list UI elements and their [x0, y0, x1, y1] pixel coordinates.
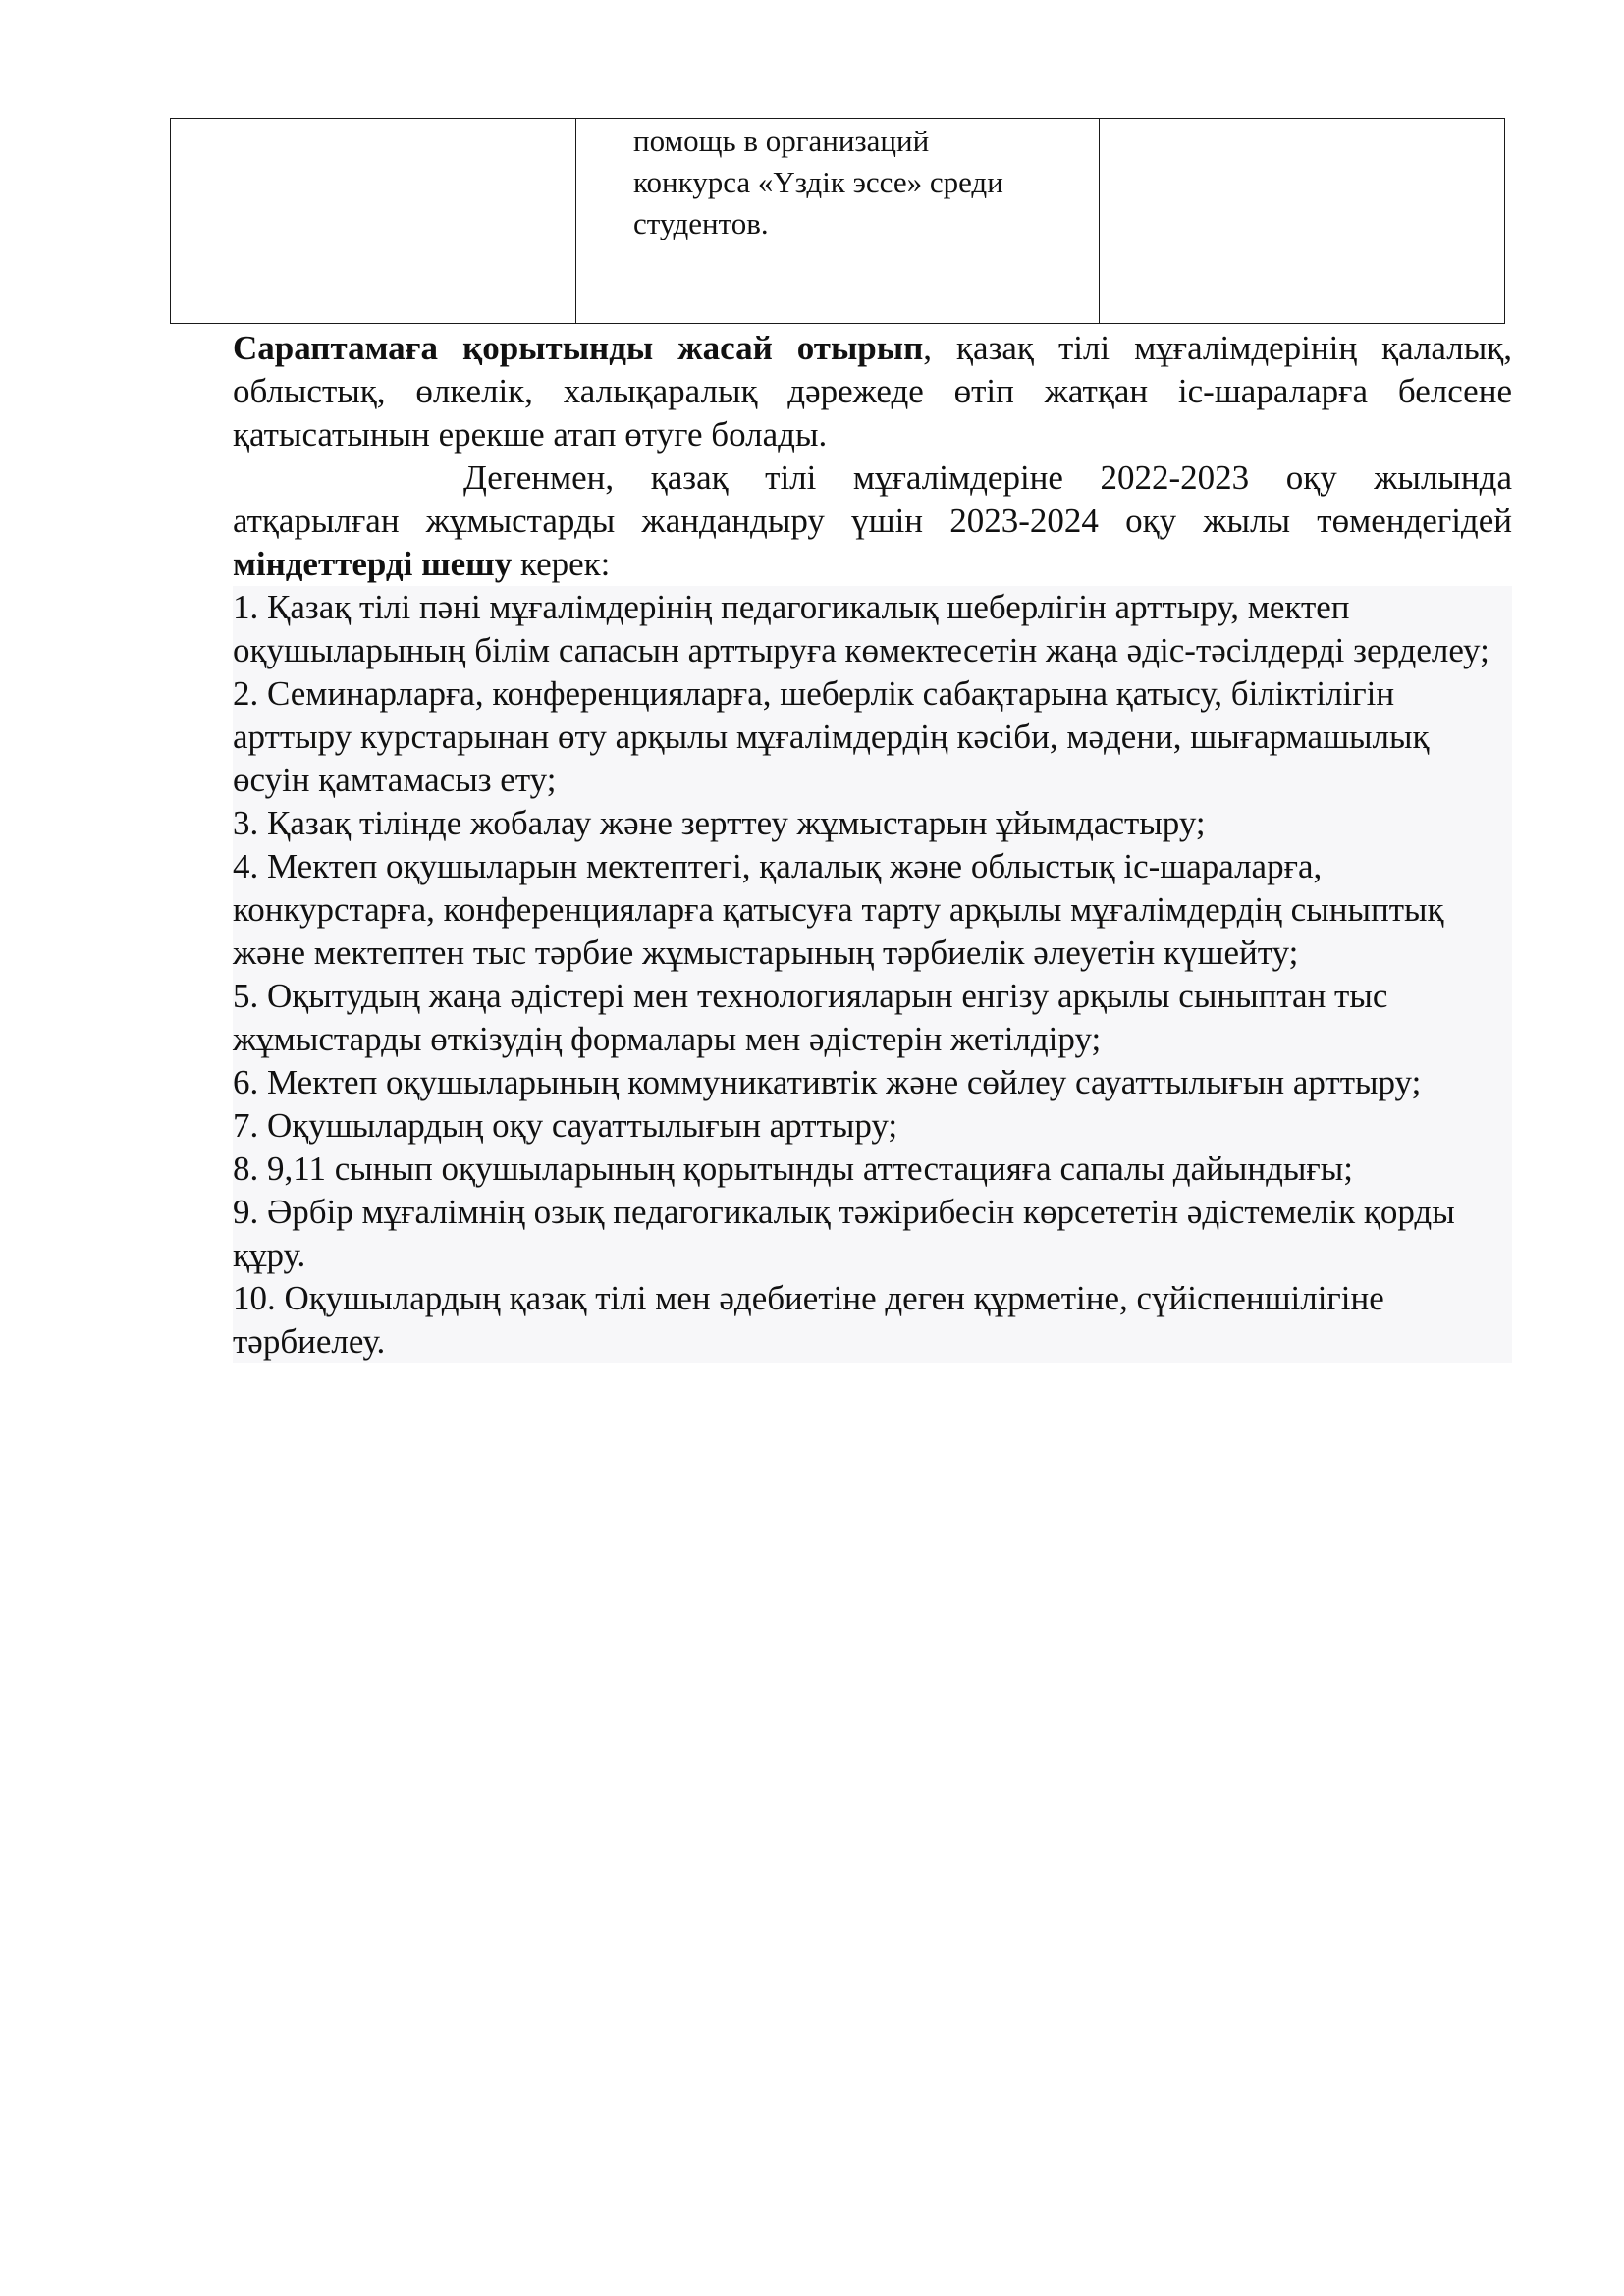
tasks-intro-text: Дегенмен, қазақ тілі мұғалімдеріне 2022-2023 оқу жылында атқарылған жұмыстарды жандандыру үшін 2023-2024 оқу жылы төмендегідей — [233, 458, 1512, 540]
list-item: 3. Қазақ тілінде жобалау және зерттеу жұмыстарын ұйымдастыру; — [233, 804, 1206, 842]
activity-table — [170, 118, 1505, 324]
list-item: 4. Мектеп оқушыларын мектептегі, қалалық және облыстық іс-шараларға, конкурстарға, конференцияларға қатысуға тарту арқылы мұғалімдердің сыныптық және мектептен тыс тәрбие жұмыстарының тәрбиелік әлеуетін күшейту; — [233, 847, 1444, 972]
list-item: 1. Қазақ тілі пәні мұғалімдерінің педагогикалық шеберлігін арттыру, мектеп оқушыларының білім сапасын арттыруға көмектесетін жаңа әдіс-тәсілдерді зерделеу; — [233, 588, 1489, 669]
table-cell-text — [171, 119, 575, 121]
conclusion-paragraph — [233, 327, 1512, 456]
tasks-intro-paragraph — [233, 456, 1512, 586]
task-list — [233, 586, 1512, 1363]
list-item: 7. Оқушылардың оқу сауаттылығын арттыру; — [233, 1106, 898, 1145]
list-item: 8. 9,11 сынып оқушыларының қорытынды аттестацияға сапалы дайындығы; — [233, 1149, 1354, 1188]
conclusion-lead: Сараптамаға қорытынды жасай отырып — [233, 329, 924, 367]
document-body — [233, 327, 1512, 1363]
list-item: 6. Мектеп оқушыларының коммуникативтік және сөйлеу сауаттылығын арттыру; — [233, 1063, 1422, 1101]
table-cell — [1100, 119, 1505, 324]
tasks-intro-ending: керек: — [512, 545, 611, 583]
list-item: 10. Оқушылардың қазақ тілі мен әдебиетіне деген құрметіне, сүйіспеншілігіне тәрбиелеу. — [233, 1279, 1384, 1361]
table-cell — [171, 119, 576, 324]
table-cell-text: помощь в организаций конкурса «Үздік эссе» среди студентов. — [633, 124, 1003, 240]
table-cell — [576, 119, 1100, 324]
list-item: 9. Әрбір мұғалімнің озық педагогикалық тәжірибесін көрсететін әдістемелік қорды құру. — [233, 1193, 1455, 1274]
list-item: 2. Семинарларға, конференцияларға, шеберлік сабақтарына қатысу, біліктілігін арттыру курстарынан өту арқылы мұғалімдердің кәсіби, мәдени, шығармашылық өсуін қамтамасыз ету; — [233, 674, 1430, 799]
table-cell-text — [1100, 119, 1504, 121]
list-item: 5. Оқытудың жаңа әдістері мен технологияларын енгізу арқылы сыныптан тыс жұмыстарды өткізудің формалары мен әдістерін жетілдіру; — [233, 977, 1388, 1058]
table-row — [171, 119, 1505, 324]
conclusion-text: , қазақ тілі мұғалімдерінің қалалық, облыстық, өлкелік, халықаралық дәрежеде өтіп жатқан іс-шараларға белсене қатысатынын ерекше атап өтуге болады. — [233, 329, 1512, 454]
tasks-intro-emphasis: міндеттерді шешу — [233, 545, 513, 583]
